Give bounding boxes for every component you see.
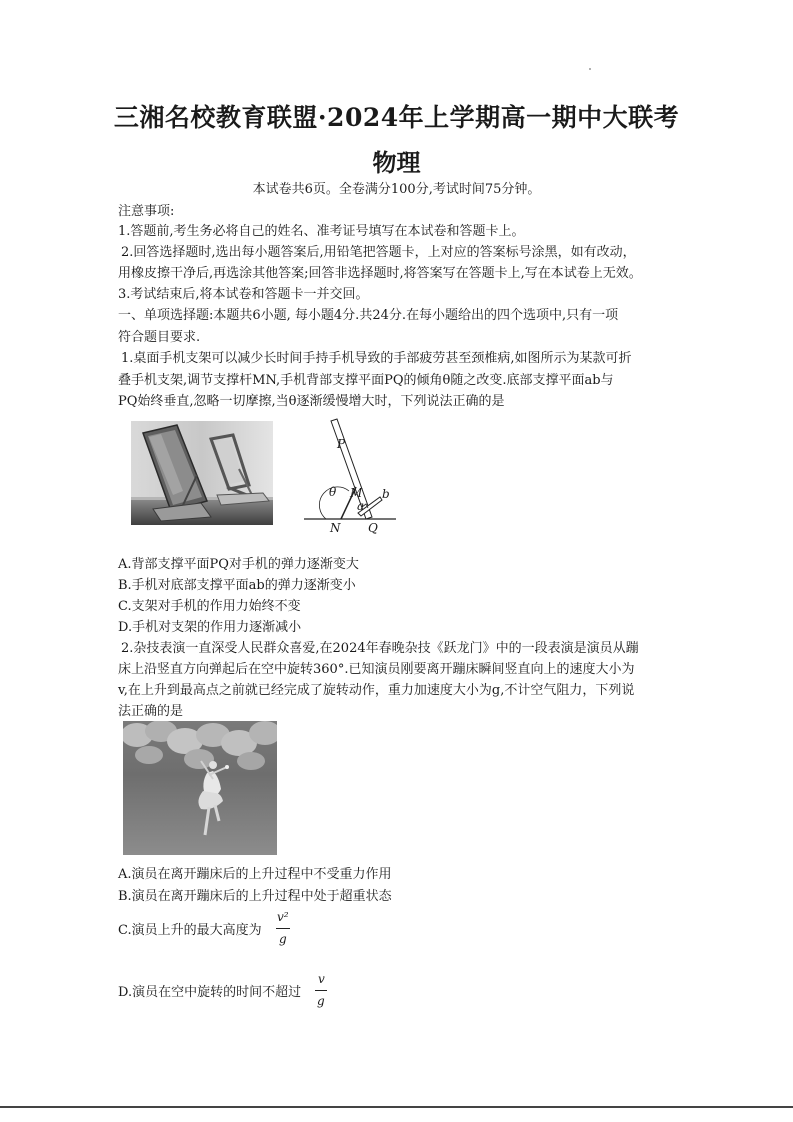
q2-option-c-denominator: g xyxy=(279,932,287,946)
section1-line2: 符合题目要求. xyxy=(118,330,201,345)
q2-option-d-denominator: g xyxy=(317,994,325,1008)
notice-item-2-line2: 用橡皮擦干净后,再选涂其他答案;回答非选择题时,将答案写在答题卡上,写在本试卷上无效。 xyxy=(118,266,642,281)
q1-option-c: C.支架对手机的作用力始终不变 xyxy=(118,599,301,614)
q2-option-d-numerator: v xyxy=(318,972,325,986)
diagram-label-theta: θ xyxy=(329,485,337,499)
q2-option-c: C.演员上升的最大高度为 xyxy=(118,923,262,938)
q1-stem-line3: PQ始终垂直,忽略一切摩擦,当θ逐渐缓慢增大时，下列说法正确的是 xyxy=(118,394,505,409)
acrobat-photo xyxy=(123,721,277,855)
diagram-label-a: a xyxy=(357,499,365,513)
exam-title: 三湘名校教育联盟·2024年上学期高一期中大联考 xyxy=(113,103,680,132)
diagram-label-b: b xyxy=(382,487,390,501)
notice-heading: 注意事项: xyxy=(118,204,175,219)
q1-stem-line2: 叠手机支架,调节支撑杆MN,手机背部支撑平面PQ的倾角θ随之改变.底部支撑平面ab与 xyxy=(118,373,614,388)
q1-option-b: B.手机对底部支撑平面ab的弹力逐渐变小 xyxy=(118,578,356,593)
q1-option-a: A.背部支撑平面PQ对手机的弹力逐渐变大 xyxy=(118,557,359,572)
phone-stand-photo xyxy=(131,421,273,525)
q2-option-c-fraction-bar xyxy=(276,928,290,929)
q2-option-d-fraction-bar xyxy=(315,990,327,991)
q2-stem-line4: 法正确的是 xyxy=(118,704,184,719)
q2-option-c-numerator: v² xyxy=(277,910,289,924)
diagram-label-n: N xyxy=(330,521,341,535)
notice-item-2-line1: 2.回答选择题时,选出每小题答案后,用铅笔把答题卡，上对应的答案标号涂黑，如有改动， xyxy=(121,245,636,260)
q2-stem-line2: 床上沿竖直方向弹起后在空中旋转360°.已知演员刚要离开蹦床瞬间竖直向上的速度大小为 xyxy=(118,662,635,677)
q1-stem-line1: 1.桌面手机支架可以减少长时间手持手机导致的手部疲劳甚至颈椎病,如图所示为某款可折 xyxy=(121,351,632,366)
scan-speck xyxy=(589,68,591,70)
q2-option-a: A.演员在离开蹦床后的上升过程中不受重力作用 xyxy=(118,867,392,882)
notice-item-3: 3.考试结束后,将本试卷和答题卡一并交回。 xyxy=(118,287,369,302)
notice-item-1: 1.答题前,考生务必将自己的姓名、准考证号填写在本试卷和答题卡上。 xyxy=(118,224,525,239)
q2-option-b: B.演员在离开蹦床后的上升过程中处于超重状态 xyxy=(118,889,392,904)
page-bottom-rule xyxy=(0,1106,793,1108)
section1-line1: 一、单项选择题:本题共6小题, 每小题4分.共24分.在每小题给出的四个选项中,只有一项 xyxy=(118,308,619,323)
diagram-label-m: M xyxy=(350,486,363,500)
q2-stem-line1: 2.杂技表演一直深受人民群众喜爱,在2024年春晚杂技《跃龙门》中的一段表演是演员从蹦 xyxy=(121,641,639,656)
q1-option-d: D.手机对支架的作用力逐渐减小 xyxy=(118,620,302,635)
diagram-label-q: Q xyxy=(368,521,378,535)
exam-info: 本试卷共6页。全卷满分100分,考试时间75分钟。 xyxy=(252,182,541,197)
q2-stem-line3: v,在上升到最高点之前就已经完成了旋转动作，重力加速度大小为g,不计空气阻力，下列说 xyxy=(118,683,635,698)
diagram-label-p: P xyxy=(337,437,346,451)
subject-title: 物理 xyxy=(372,148,421,177)
stand-schematic-diagram xyxy=(300,409,400,534)
q2-option-d: D.演员在空中旋转的时间不超过 xyxy=(118,985,302,1000)
